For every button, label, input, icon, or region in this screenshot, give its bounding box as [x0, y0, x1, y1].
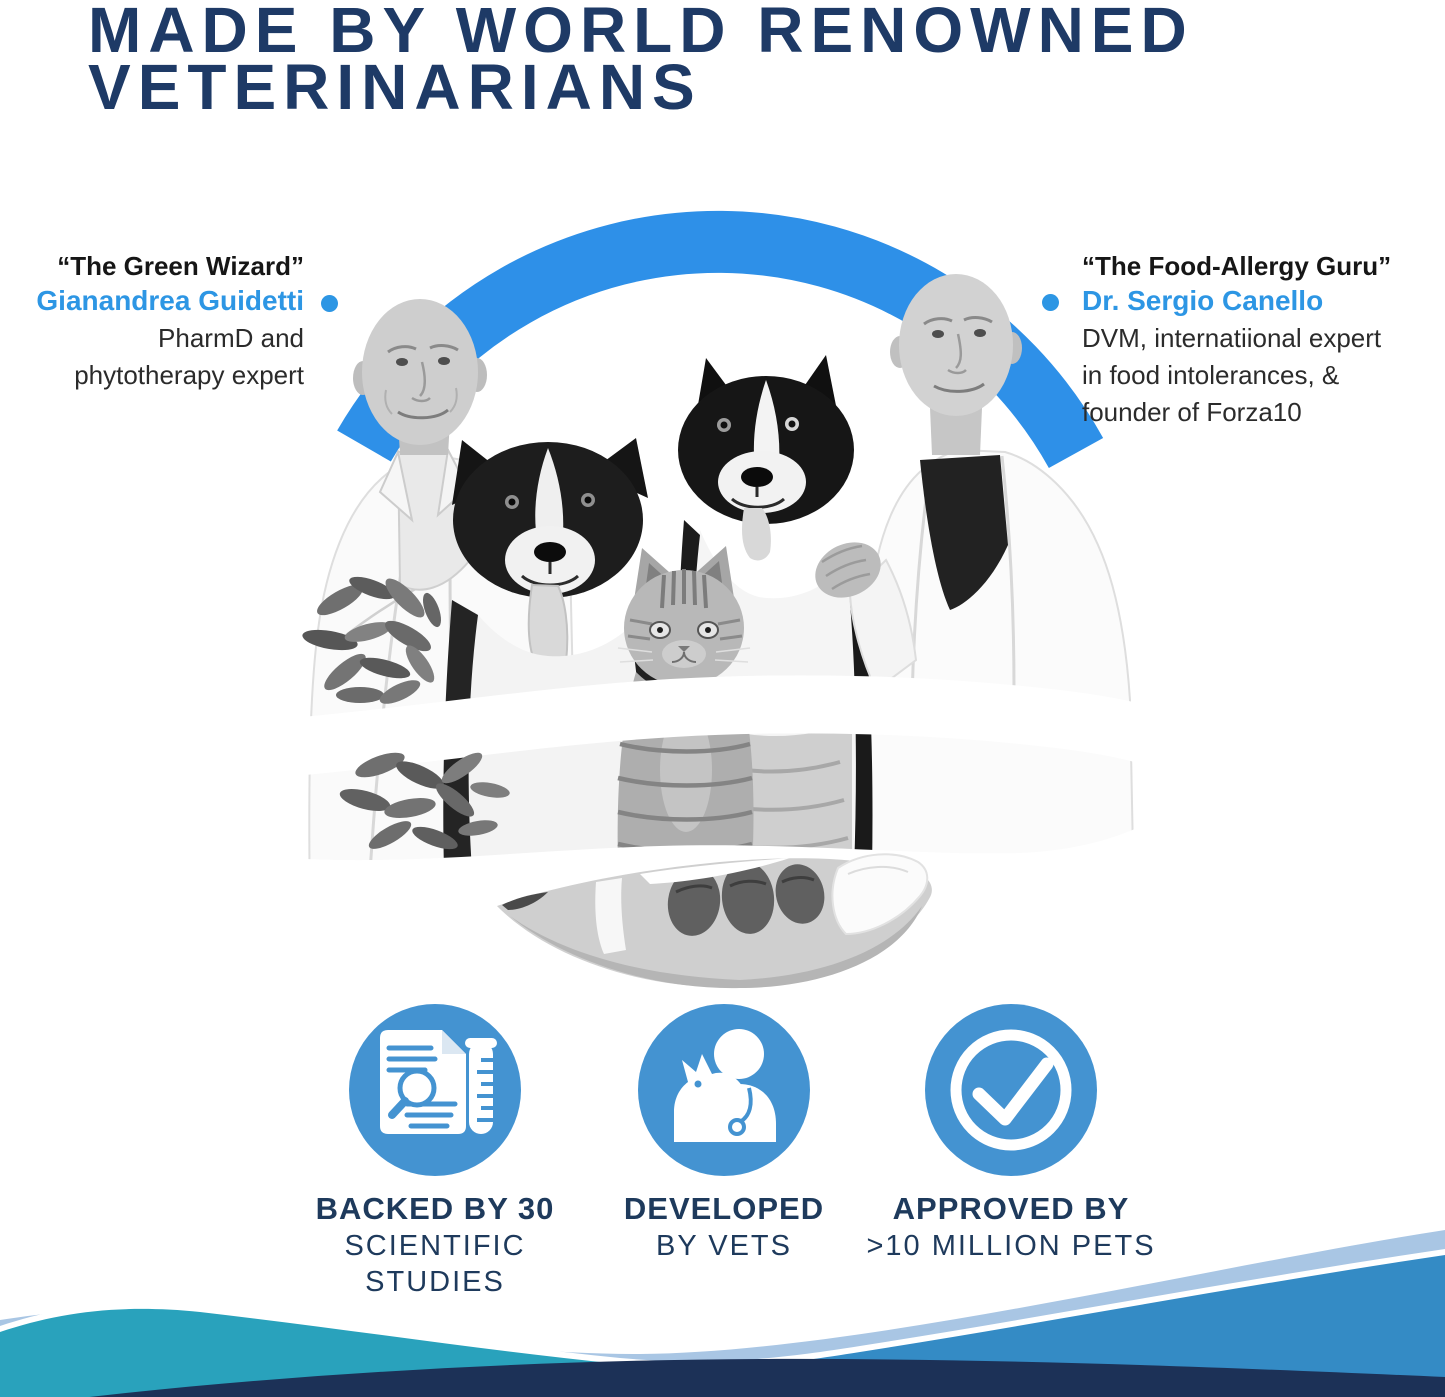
right-expert-credential-line3: founder of Forza10 — [1082, 397, 1302, 427]
badge-line2: SCIENTIFIC STUDIES — [344, 1230, 526, 1298]
right-expert-quote: “The Food-Allergy Guru” — [1082, 251, 1392, 281]
badge-line2: BY VETS — [656, 1230, 792, 1262]
checkmark-circle-icon — [923, 1002, 1099, 1178]
badge-approved-by-pets — [861, 1002, 1161, 1264]
right-expert-name: Dr. Sergio Canello — [1082, 285, 1324, 316]
left-expert-credential-line1: PharmD and — [158, 323, 304, 353]
badge-developed-by-vets — [574, 1002, 874, 1264]
left-vet-head — [362, 299, 478, 445]
page-title-line2: VETERINARIANS — [88, 51, 702, 123]
left-expert-quote: “The Green Wizard” — [57, 251, 304, 281]
badge-line1: APPROVED BY — [892, 1191, 1130, 1226]
left-bullet-dot — [321, 295, 338, 312]
right-vet-head — [899, 274, 1013, 416]
badge-line2: >10 MILLION PETS — [866, 1230, 1156, 1262]
right-expert-caption — [1082, 250, 1445, 431]
scientific-study-document-magnifier-testtube-icon — [347, 1002, 523, 1178]
left-expert-caption — [0, 250, 304, 394]
badge-line1: DEVELOPED — [623, 1191, 825, 1226]
left-expert-name: Gianandrea Guidetti — [36, 285, 304, 316]
badge-scientific-studies — [285, 1002, 585, 1300]
page-title — [88, 0, 1194, 123]
vet-with-dog-stethoscope-icon — [636, 1002, 812, 1178]
right-bullet-dot — [1042, 294, 1059, 311]
right-expert-credential-line2: in food intolerances, & — [1082, 360, 1340, 390]
left-expert-credential-line2: phytotherapy expert — [74, 360, 304, 390]
right-expert-credential-line1: DVM, internatiional expert — [1082, 323, 1382, 353]
badge-line1: BACKED BY 30 — [315, 1191, 555, 1226]
page-title-line1: MADE BY WORLD RENOWNED — [88, 0, 1194, 66]
